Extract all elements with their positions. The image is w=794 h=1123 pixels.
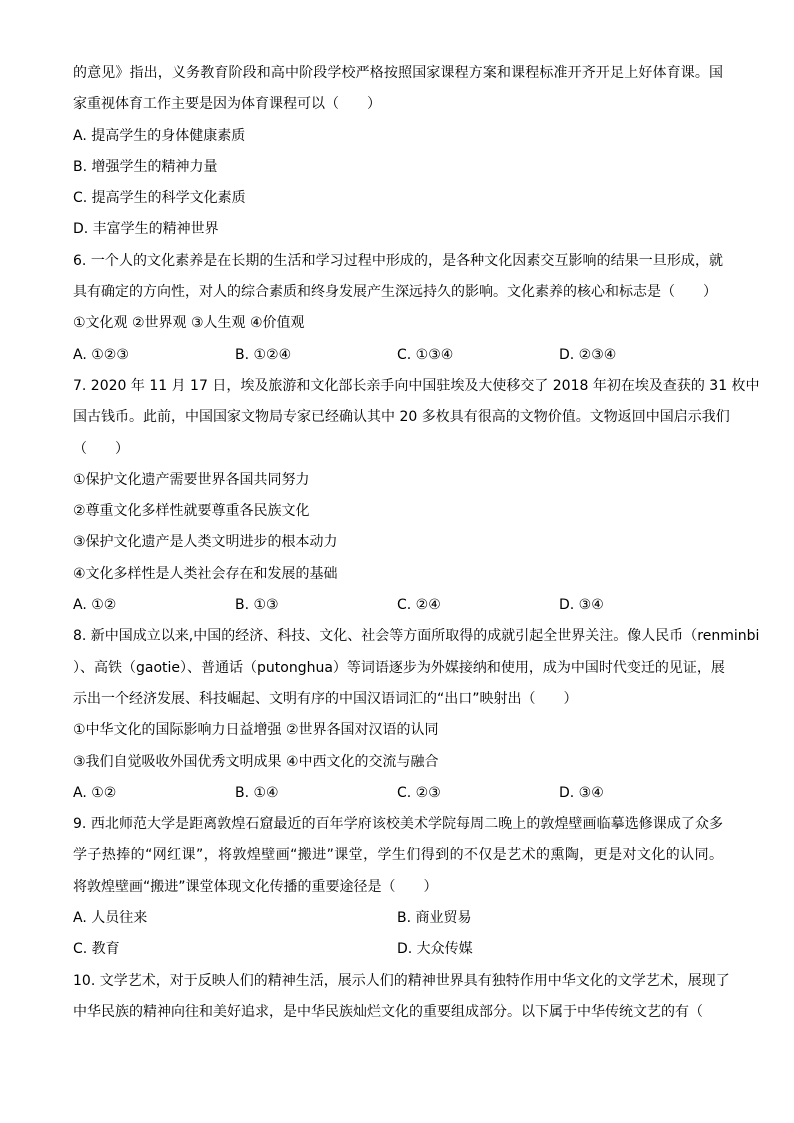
statement-line: ④文化多样性是人类社会存在和发展的基础 — [73, 565, 338, 582]
option-b: B. ①④ — [235, 784, 279, 801]
statement-line: ①保护文化遗产需要世界各国共同努力 — [73, 471, 310, 488]
statement-line: ③保护文化遗产是人类文明进步的根本动力 — [73, 534, 338, 551]
statement-line: ①中华文化的国际影响力日益增强 ②世界各国对汉语的认同 — [73, 722, 439, 739]
question-5 — [73, 63, 723, 239]
option-d: D. ②③④ — [559, 346, 617, 363]
option-row — [73, 939, 723, 959]
question-8 — [73, 626, 760, 802]
statement-line: ②尊重文化多样性就要尊重各民族文化 — [73, 503, 310, 520]
option-row — [73, 595, 723, 615]
question-stem-line: （ ） — [73, 440, 129, 457]
question-7 — [73, 376, 760, 615]
statement-line: ①文化观 ②世界观 ③人生观 ④价值观 — [73, 315, 305, 332]
question-stem-line: 家重视体育工作主要是因为体育课程可以（ ） — [73, 96, 381, 113]
exam-page — [73, 63, 760, 1033]
question-stem-line: 8. 新中国成立以来,中国的经济、科技、文化、社会等方面所取得的成就引起全世界关注。像人民币（renminbi — [73, 628, 760, 645]
question-stem-line: 示出一个经济发展、科技崛起、文明有序的中国汉语词汇的“出口”映射出（ ） — [73, 690, 578, 707]
option-c: C. ②④ — [397, 597, 441, 614]
option-d: D. 丰富学生的精神世界 — [73, 221, 219, 238]
question-stem-line: ）、高铁（gaotie）、普通话（putonghua）等词语逐步为外媒接纳和使用，成为中国时代变迁的见证，展 — [73, 659, 725, 676]
option-row — [73, 908, 723, 928]
option-d: D. ③④ — [559, 597, 604, 614]
option-a: A. 人员往来 — [73, 910, 148, 927]
question-stem-line: 学子热捧的“网红课”，将敦煌壁画“搬进”课堂，学生们得到的不仅是艺术的熏陶，更是对文化的认同。 — [73, 847, 723, 864]
option-b: B. 商业贸易 — [397, 910, 472, 927]
statement-line: ③我们自觉吸收外国优秀文明成果 ④中西文化的交流与融合 — [73, 753, 439, 770]
question-stem-line: 10. 文学艺术，对于反映人们的精神生活，展示人们的精神世界具有独特作用中华文化的文学艺术，展现了 — [73, 972, 730, 989]
option-c: C. 提高学生的科学文化素质 — [73, 190, 246, 207]
question-stem-line: 中华民族的精神向往和美好追求，是中华民族灿烂文化的重要组成部分。以下属于中华传统文艺的有（ — [73, 1003, 703, 1020]
option-d: D. ③④ — [559, 784, 604, 801]
question-stem-line: 7. 2020 年 11 月 17 日，埃及旅游和文化部长亲手向中国驻埃及大使移交了 2018 年初在埃及查获的 31 枚中 — [73, 377, 760, 394]
option-d: D. 大众传媒 — [397, 941, 473, 958]
question-6 — [73, 251, 723, 365]
question-9 — [73, 814, 723, 959]
option-c: C. 教育 — [73, 941, 120, 958]
question-stem-line: 国古钱币。此前，中国国家文物局专家已经确认其中 20 多枚具有很高的文物价值。文物返回中国启示我们 — [73, 409, 730, 426]
option-a: A. 提高学生的身体健康素质 — [73, 127, 246, 144]
option-row — [73, 783, 723, 803]
option-b: B. ①②④ — [235, 346, 292, 363]
question-10 — [73, 971, 730, 1022]
question-stem-line: 6. 一个人的文化素养是在长期的生活和学习过程中形成的，是各种文化因素交互影响的结果一旦形成，就 — [73, 252, 723, 269]
option-b: B. ①③ — [235, 597, 279, 614]
question-stem-line: 具有确定的方向性，对人的综合素质和终身发展产生深远持久的影响。文化素养的核心和标志是（ ） — [73, 284, 717, 301]
option-a: A. ①② — [73, 784, 117, 801]
option-a: A. ①② — [73, 597, 117, 614]
question-stem-line: 将敦煌壁画“搬进”课堂体现文化传播的重要途径是（ ） — [73, 878, 438, 895]
option-a: A. ①②③ — [73, 346, 129, 363]
option-c: C. ②③ — [397, 784, 441, 801]
option-row — [73, 345, 723, 365]
question-stem-line: 的意见》指出，义务教育阶段和高中阶段学校严格按照国家课程方案和课程标准开齐开足上好体育课。国 — [73, 65, 723, 81]
question-stem-line: 9. 西北师范大学是距离敦煌石窟最近的百年学府该校美术学院每周二晚上的敦煌壁画临摹选修课成了众多 — [73, 816, 723, 833]
option-b: B. 增强学生的精神力量 — [73, 158, 218, 175]
option-c: C. ①③④ — [397, 346, 454, 363]
